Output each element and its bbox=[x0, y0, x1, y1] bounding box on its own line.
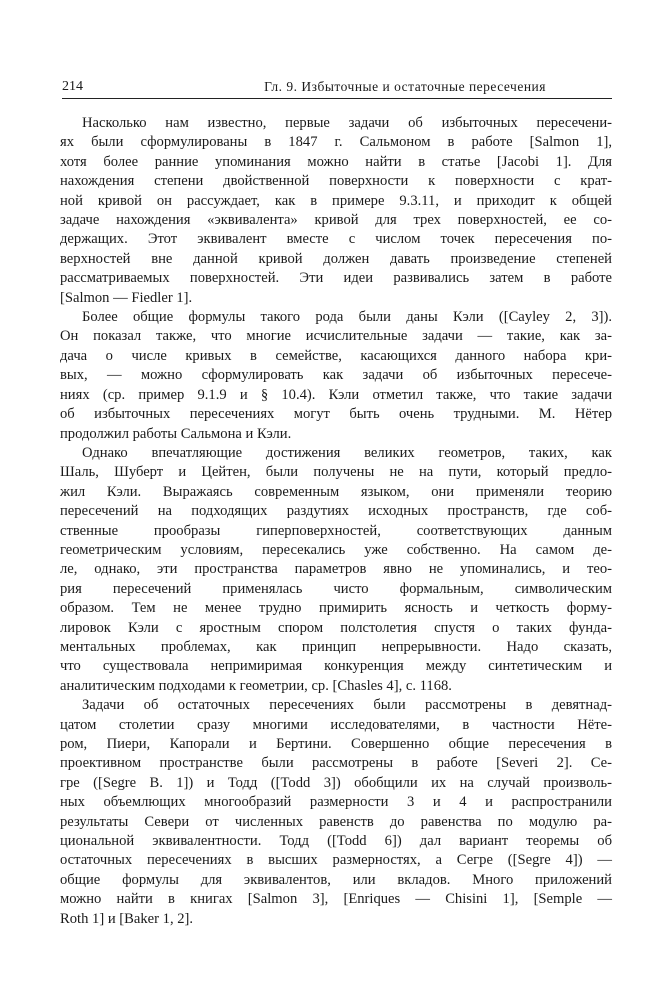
paragraph-2 bbox=[60, 308, 612, 444]
text-line: жил Кэли. Выражаясь современным языком, они применяли теорию bbox=[60, 483, 612, 500]
text-line: ментальных проблемах, как принцип непрерывности. Надо сказать, bbox=[60, 638, 612, 655]
text-line: нахождения степени двойственной поверхности к поверхности с крат- bbox=[60, 173, 612, 190]
text-line: Roth 1] и [Baker 1, 2]. bbox=[60, 910, 194, 927]
text-line: держащих. Этот эквивалент вместе с числом точек пересечения по- bbox=[60, 231, 612, 248]
text-line: что существовала непримиримая конкуренция между синтетическим и bbox=[60, 658, 612, 675]
text-line: верхностей вне данной кривой должен давать произведение степеней bbox=[60, 250, 612, 267]
text-line: образом. Тем не менее трудно примирить ясность и четкость форму- bbox=[60, 600, 612, 617]
text-line: общие формулы для эквивалентов, или вкладов. Много приложений bbox=[60, 871, 612, 888]
text-line: рия пересечений применялась чисто формальным, символическим bbox=[60, 580, 612, 597]
text-line: продолжил работы Сальмона и Кэли. bbox=[60, 425, 292, 442]
text-line: ях были сформулированы в 1847 г. Сальмоном в работе [Salmon 1], bbox=[60, 134, 612, 151]
paragraph-4 bbox=[60, 696, 612, 929]
text-line: об избыточных пересечениях могут быть очень трудными. М. Нётер bbox=[60, 406, 612, 423]
text-line: Он показал также, что многие исчислительные задачи — такие, как за- bbox=[60, 328, 612, 345]
text-line: аналитическим подходами к геометрии, ср. [Chasles 4], с. 1168. bbox=[60, 677, 452, 694]
text-line: геометрическим условиям, пересекались уже собственно. На самом де- bbox=[60, 541, 612, 558]
text-line: можно найти в книгах [Salmon 3], [Enriques — Chisini 1], [Semple — bbox=[60, 891, 612, 908]
text-line: рассматриваемых поверхностей. Эти идеи развивались затем в работе bbox=[60, 270, 612, 287]
text-line: ных объемлющих многообразий размерности 3 и 4 и распространили bbox=[60, 794, 612, 811]
text-line: результаты Севери от численных равенств до равенства по модулю ра- bbox=[60, 813, 612, 830]
text-line: цатом столетии сразу многими исследователями, в частности Нёте- bbox=[60, 716, 612, 733]
text-line: циональной эквивалентности. Тодд ([Todd 6]) дал вариант теоремы об bbox=[60, 833, 612, 850]
paragraph-1 bbox=[60, 114, 612, 308]
text-line: [Salmon — Fiedler 1]. bbox=[60, 289, 193, 306]
text-line: хотя более ранние упоминания можно найти в статье [Jacobi 1]. Для bbox=[60, 153, 612, 170]
text-line: ниях (ср. пример 9.1.9 и § 10.4). Кэли отметил также, что такие задачи bbox=[60, 386, 612, 403]
text-line: ственные прообразы гиперповерхностей, соответствующих данным bbox=[60, 522, 612, 539]
running-title: Гл. 9. Избыточные и остаточные пересечения bbox=[264, 79, 546, 94]
text-line: пересечений на подходящих раздутиях исходных пространств, где соб- bbox=[60, 503, 612, 520]
text-line: Более общие формулы такого рода были даны Кэли ([Cayley 2, 3]). bbox=[82, 309, 612, 326]
body-text bbox=[60, 114, 612, 929]
page-header bbox=[62, 76, 612, 99]
text-line: Задачи об остаточных пересечениях были рассмотрены в девятнад- bbox=[82, 697, 612, 714]
text-line: проективном пространстве были рассмотрены в работе [Severi 2]. Се- bbox=[60, 755, 612, 772]
text-line: дача о числе кривых в семействе, касающихся данного набора кри- bbox=[60, 347, 612, 364]
text-line: вых, — можно сформулировать как задачи об избыточных пересече- bbox=[60, 367, 612, 384]
text-line: Однако впечатляющие достижения великих геометров, таких, как bbox=[82, 444, 612, 461]
text-line: Шаль, Шуберт и Цейтен, были получены не на пути, который предло- bbox=[60, 464, 612, 481]
text-line: ной кривой он рассуждает, как в примере 9.3.11, и приходит к общей bbox=[60, 192, 612, 209]
text-line: остаточных пересечениях в высших размерностях, а Сегре ([Segre 4]) — bbox=[60, 852, 612, 869]
paragraph-3 bbox=[60, 444, 612, 696]
page-number: 214 bbox=[62, 79, 83, 94]
text-line: гре ([Segre B. 1]) и Тодд ([Todd 3]) обобщили их на случай произволь- bbox=[60, 774, 612, 791]
text-line: ле, однако, эти пространства параметров явно не упоминались, и тео- bbox=[60, 561, 612, 578]
text-line: Насколько нам известно, первые задачи об избыточных пересечени- bbox=[82, 115, 612, 131]
text-line: ром, Пиери, Капорали и Бертини. Совершенно общие пересечения в bbox=[60, 736, 612, 752]
text-line: лировок Кэли с яростным спором полстолетия спустя о таких фунда- bbox=[60, 619, 612, 636]
text-line: задаче нахождения «эквивалента» кривой для трех поверхностей, ее со- bbox=[60, 212, 612, 229]
